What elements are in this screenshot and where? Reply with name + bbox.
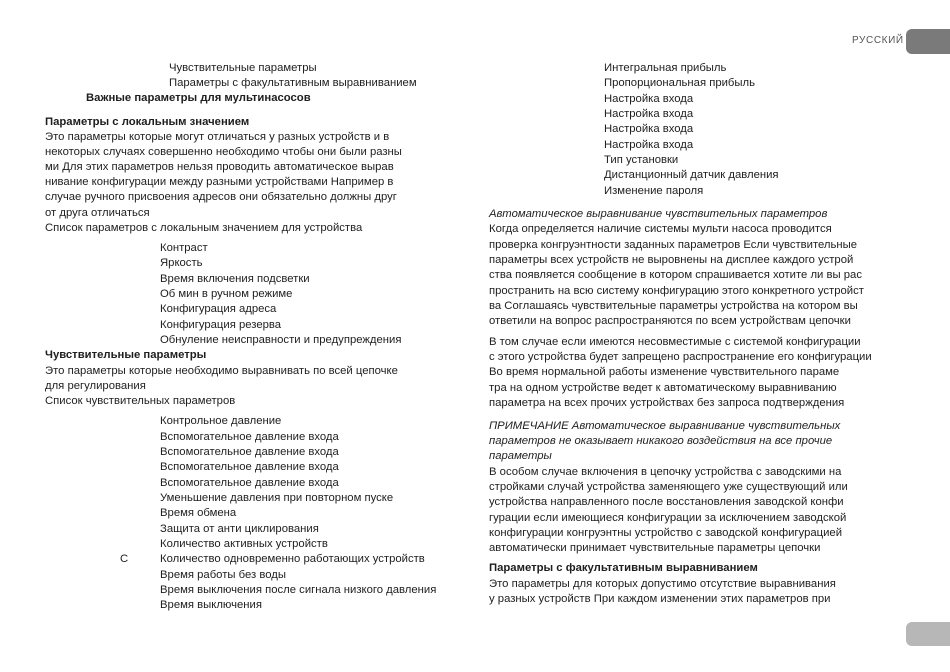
local-list-item: Конфигурация резерва <box>160 319 282 331</box>
special-para-line: В особом случае включения в цепочку устройства с заводскими на <box>489 466 842 478</box>
sensitive-list-item: Количество одновременно работающих устройств <box>160 553 425 565</box>
local-list-item: Яркость <box>160 257 203 269</box>
optional-heading: Параметры с факультативным выравниванием <box>489 562 758 574</box>
sensitive-list-item: Вспомогательное давление входа <box>160 431 339 443</box>
sensitive-list-item: Вспомогательное давление входа <box>160 461 339 473</box>
sensitive-list-item: Время обмена <box>160 507 237 519</box>
auto-para-line: пространить на всю систему конфигурацию этого конкретного устройст <box>489 285 864 297</box>
optional-para-line: у разных устройств При каждом изменении этих параметров при <box>489 593 831 605</box>
local-para-line: некоторых случаях совершенно необходимо чтобы они были разны <box>45 146 402 158</box>
language-label: РУССКИЙ <box>852 35 904 46</box>
page-number-tab <box>906 622 950 646</box>
sensitive-list-item: Контрольное давление <box>160 415 282 427</box>
auto-align-heading: Автоматическое выравнивание чувствительных параметров <box>489 208 828 220</box>
sensitive-list-item: Количество активных устройств <box>160 538 328 550</box>
sensitive-list-item: Вспомогательное давление входа <box>160 477 339 489</box>
incompat-para-line: В том случае если имеются несовместимые с системой конфигурации <box>489 336 861 348</box>
sensitive-list-item: Уменьшение давления при повторном пуске <box>160 492 394 504</box>
right-list-item: Пропорциональная прибыль <box>604 77 755 89</box>
marker-c: C <box>120 553 129 565</box>
local-list-item: Конфигурация адреса <box>160 303 277 315</box>
sensitive-list-item: Время выключения <box>160 599 262 611</box>
local-list-item: Обнуление неисправности и предупреждения <box>160 334 402 346</box>
sensitive-heading: Чувствительные параметры <box>45 349 207 361</box>
sensitive-list-title: Список чувствительных параметров <box>45 395 236 407</box>
intro-item: Чувствительные параметры <box>169 62 317 74</box>
right-list-item: Интегральная прибыль <box>604 62 727 74</box>
right-list-item: Тип установки <box>604 154 679 166</box>
local-para-line: от друга отличаться <box>45 207 150 219</box>
special-para-line: автоматически принимает чувствительные параметры цепочки <box>489 542 821 554</box>
sensitive-list-item: Время работы без воды <box>160 569 286 581</box>
auto-para-line: проверка конгруэнтности заданных параметров Если чувствительные <box>489 239 858 251</box>
right-list-item: Настройка входа <box>604 123 694 135</box>
right-list-item: Настройка входа <box>604 108 694 120</box>
sensitive-list-item: Вспомогательное давление входа <box>160 446 339 458</box>
multi-pump-heading: Важные параметры для мультинасосов <box>86 92 311 104</box>
sensitive-list-item: Время выключения после сигнала низкого давления <box>160 584 437 596</box>
local-para-line: Это параметры которые могут отличаться у разных устройств и в <box>45 131 390 143</box>
local-list-item: Время включения подсветки <box>160 273 310 285</box>
optional-para-line: Это параметры для которых допустимо отсутствие выравнивания <box>489 578 836 590</box>
special-para-line: гурации если имеющиеся конфигурации за исключением заводской <box>489 512 847 524</box>
incompat-para-line: параметра на всех прочих устройствах без запроса подтверждения <box>489 397 845 409</box>
incompat-para-line: Во время нормальной работы изменение чувствительного параме <box>489 366 840 378</box>
auto-para-line: ва Соглашаясь чувствительные параметры устройства на котором вы <box>489 300 858 312</box>
special-para-line: конфигурации конгруэнтны устройство с заводской конфигурацией <box>489 527 843 539</box>
intro-item: Параметры с факультативным выравниванием <box>169 77 417 89</box>
right-list-item: Дистанционный датчик давления <box>604 169 779 181</box>
auto-para-line: параметры всех устройств не выровнены на дисплее каждого устрой <box>489 254 854 266</box>
local-para-line: случае ручного присвоения адресов они обязательно должны друг <box>45 191 397 203</box>
auto-para-line: ства появляется сообщение в котором спрашивается хотите ли вы рас <box>489 269 862 281</box>
sensitive-para-line: Это параметры которые необходимо выравнивать по всей цепочке <box>45 365 398 377</box>
right-list-item: Настройка входа <box>604 93 694 105</box>
local-list-item: Об мин в ручном режиме <box>160 288 293 300</box>
right-list-item: Изменение пароля <box>604 185 704 197</box>
note-line: параметры <box>489 450 552 462</box>
sensitive-para-line: для регулирования <box>45 380 146 392</box>
special-para-line: стройками случай устройства заменяющего уже существующий или <box>489 481 848 493</box>
auto-para-line: Когда определяется наличие системы мульти насоса проводится <box>489 223 832 235</box>
incompat-para-line: с этого устройства будет запрещено распространение его конфигурации <box>489 351 872 363</box>
local-list-title: Список параметров с локальным значением для устройства <box>45 222 363 234</box>
sensitive-list-item: Защита от анти циклирования <box>160 523 319 535</box>
local-para-line: ми Для этих параметров нельзя проводить автоматическое вырав <box>45 161 394 173</box>
note-line: ПРИМЕЧАНИЕ Автоматическое выравнивание чувствительных <box>489 420 841 432</box>
right-list-item: Настройка входа <box>604 139 694 151</box>
auto-para-line: ответили на вопрос распространяются по всем устройствам цепочки <box>489 315 851 327</box>
local-list-item: Контраст <box>160 242 208 254</box>
local-values-heading: Параметры с локальным значением <box>45 116 250 128</box>
note-line: параметров не оказывает никакого воздействия на все прочие <box>489 435 833 447</box>
language-tab <box>906 29 950 54</box>
local-para-line: нивание конфигурации между разными устройствами Например в <box>45 176 394 188</box>
incompat-para-line: тра на одном устройстве ведет к автоматическому выравниванию <box>489 382 837 394</box>
special-para-line: устройства направленного после восстановления заводской конфи <box>489 496 844 508</box>
